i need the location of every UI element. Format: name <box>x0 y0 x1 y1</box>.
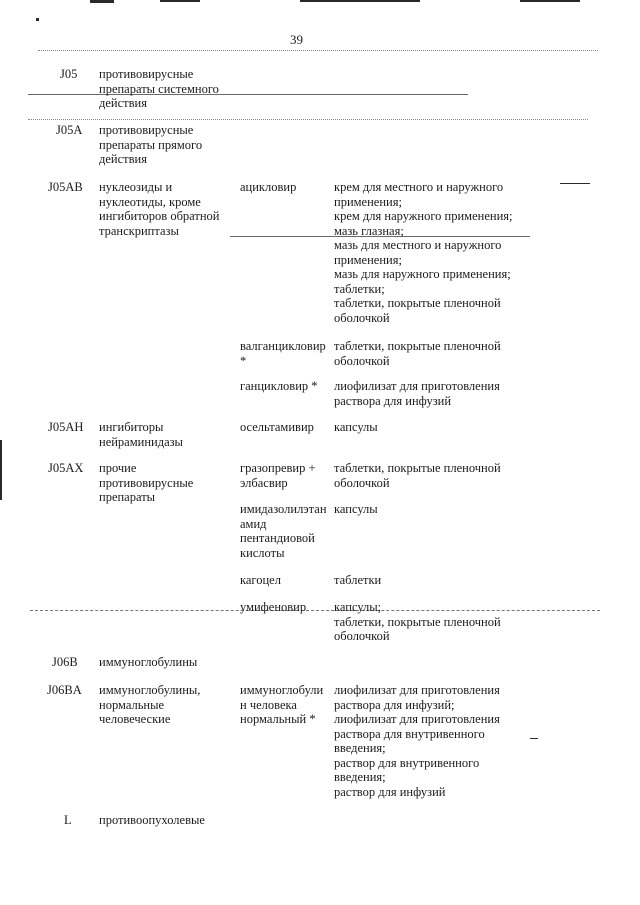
anatomical-group-line: иммуноглобулины, <box>99 683 201 697</box>
drug-name-line: кагоцел <box>240 573 281 587</box>
anatomical-group <box>99 180 220 238</box>
dosage-forms-line: лиофилизат для приготовления <box>334 712 500 726</box>
anatomical-group-line: препараты системного <box>99 81 219 96</box>
dosage-forms <box>334 339 501 368</box>
anatomical-group-line: нуклеотиды, кроме <box>99 194 201 209</box>
drug-name-line: иммуноглобули <box>240 683 324 697</box>
anatomical-group-line: нейраминидазы <box>99 434 183 449</box>
drug-name-line: * <box>240 353 247 368</box>
anatomical-group-line: нормальные <box>99 697 165 712</box>
anatomical-group-line: противовирусные <box>99 123 194 137</box>
drug-name <box>240 600 306 615</box>
atc-code: L <box>64 813 72 827</box>
anatomical-group-line: препараты <box>99 490 156 504</box>
drug-name <box>240 180 296 195</box>
scan-speck <box>36 18 39 21</box>
dosage-forms-line: оболочкой <box>334 353 390 368</box>
anatomical-group-line: транскриптазы <box>99 223 179 238</box>
dosage-forms-line: оболочкой <box>334 475 390 490</box>
dosage-forms <box>334 461 501 490</box>
drug-name-line: ганцикловир * <box>240 379 318 393</box>
dosage-forms-line: раствор для внутривенного <box>334 755 480 770</box>
dosage-forms-line: раствора для инфузий; <box>334 697 455 712</box>
dosage-forms <box>334 573 381 588</box>
anatomical-group <box>99 123 202 167</box>
dosage-forms <box>334 420 378 435</box>
drug-name-line: кислоты <box>240 545 285 560</box>
dosage-forms-line: таблетки; <box>334 281 385 296</box>
drug-name-line: нормальный * <box>240 712 316 726</box>
dosage-forms-line: раствора для внутривенного <box>334 726 485 741</box>
dosage-forms-line: лиофилизат для приготовления <box>334 379 500 393</box>
row-separator <box>28 94 468 95</box>
scan-speck <box>90 0 114 3</box>
drug-name <box>240 379 318 394</box>
atc-code: J05AB <box>48 180 83 194</box>
anatomical-group <box>99 683 200 727</box>
dosage-forms-line: лиофилизат для приготовления <box>334 683 500 697</box>
dosage-forms-line: капсулы <box>334 420 378 434</box>
anatomical-group <box>99 655 197 670</box>
drug-name-line: валганцикловир <box>240 339 326 353</box>
scan-speck <box>560 183 590 184</box>
drug-name-line: имидазолилэтан <box>240 502 327 516</box>
header-rule <box>38 50 598 51</box>
drug-name-line: гразопревир + <box>240 461 316 475</box>
drug-name-line: элбасвир <box>240 475 288 490</box>
anatomical-group-line: иммуноглобулины <box>99 655 198 669</box>
anatomical-group-line: противоопухолевые <box>99 813 205 827</box>
drug-name-line: ацикловир <box>240 180 297 194</box>
scan-speck <box>0 440 2 500</box>
dosage-forms <box>334 379 500 408</box>
dosage-forms-line: таблетки, покрытые пленочной <box>334 339 501 353</box>
drug-name-line: пентандиовой <box>240 531 315 545</box>
page-number: 39 <box>290 32 303 47</box>
dosage-forms-line: мазь для наружного применения; <box>334 267 511 281</box>
dosage-forms-line: мазь для местного и наружного <box>334 238 502 252</box>
dosage-forms-line: введения; <box>334 741 386 755</box>
scan-speck <box>520 0 580 2</box>
dosage-forms-line: применения; <box>334 194 402 209</box>
dosage-forms-line: раствора для инфузий <box>334 393 452 408</box>
atc-code: J05 <box>60 67 78 81</box>
dosage-forms-line: капсулы; <box>334 600 382 614</box>
drug-name <box>240 461 316 490</box>
dosage-forms <box>334 502 378 517</box>
dosage-forms-line: крем для местного и наружного <box>334 180 504 194</box>
anatomical-group-line: человеческие <box>99 712 171 726</box>
dosage-forms <box>334 600 501 644</box>
scan-speck <box>160 0 200 2</box>
atc-code: J06B <box>52 655 78 669</box>
dosage-forms-line: применения; <box>334 252 402 267</box>
dosage-forms-line: таблетки <box>334 573 382 587</box>
anatomical-group <box>99 67 219 111</box>
drug-name <box>240 502 327 560</box>
dosage-forms-line: оболочкой <box>334 310 390 325</box>
anatomical-group-line: прочие <box>99 461 137 475</box>
drug-name-line: умифеновир <box>240 600 307 614</box>
anatomical-group-line: нуклеозиды и <box>99 180 173 194</box>
drug-name-line: осельтамивир <box>240 420 314 434</box>
dosage-forms-line: крем для наружного применения; <box>334 209 513 223</box>
dosage-forms-line: таблетки, покрытые пленочной <box>334 614 501 629</box>
dosage-forms-line: таблетки, покрытые пленочной <box>334 296 501 310</box>
anatomical-group-line: противовирусные <box>99 475 194 490</box>
anatomical-group-line: действия <box>99 152 147 166</box>
dosage-forms-line: введения; <box>334 770 386 784</box>
anatomical-group <box>99 461 193 505</box>
drug-name <box>240 683 323 727</box>
row-separator <box>28 119 588 120</box>
scan-speck <box>300 0 420 2</box>
dosage-forms-line: капсулы <box>334 502 378 516</box>
anatomical-group-line: противовирусные <box>99 67 194 81</box>
anatomical-group <box>99 813 205 828</box>
anatomical-group <box>99 420 183 449</box>
dosage-forms-line: мазь глазная; <box>334 223 404 238</box>
drug-name <box>240 420 314 435</box>
scan-speck <box>530 738 538 739</box>
anatomical-group-line: препараты прямого <box>99 137 203 152</box>
atc-code: J05AH <box>48 420 84 434</box>
anatomical-group-line: ингибиторов обратной <box>99 209 220 223</box>
atc-code: J06BA <box>47 683 82 697</box>
dosage-forms <box>334 180 512 325</box>
atc-code: J05AX <box>48 461 84 475</box>
drug-name <box>240 339 326 368</box>
dosage-forms-line: таблетки, покрытые пленочной <box>334 461 501 475</box>
dosage-forms-line: оболочкой <box>334 629 390 643</box>
anatomical-group-line: действия <box>99 96 147 110</box>
row-separator <box>30 610 600 611</box>
dosage-forms <box>334 683 500 799</box>
anatomical-group-line: ингибиторы <box>99 420 164 434</box>
drug-name-line: амид <box>240 516 267 531</box>
drug-name-line: н человека <box>240 697 297 712</box>
dosage-forms-line: раствор для инфузий <box>334 784 446 799</box>
drug-name <box>240 573 281 588</box>
atc-code: J05A <box>56 123 83 137</box>
